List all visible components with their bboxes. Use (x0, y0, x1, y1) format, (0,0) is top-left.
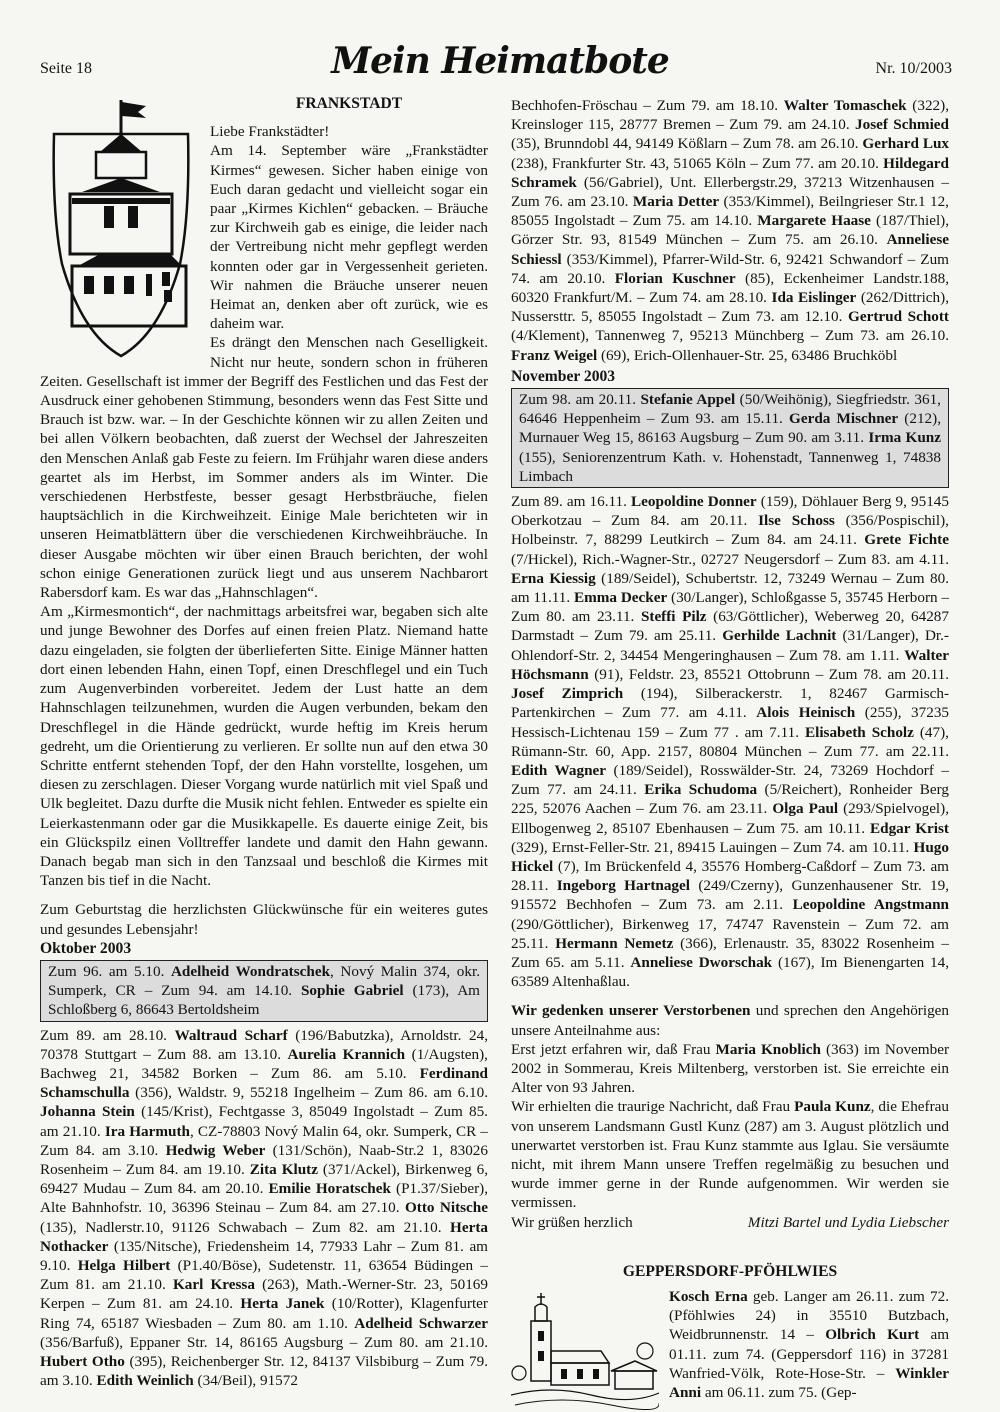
issue-number: Nr. 10/2003 (875, 60, 952, 77)
person-name: Karl Kressa (172, 1276, 255, 1294)
person-name: Adelheid Wondratschek (170, 962, 331, 980)
obituary-knoblich: Erst jetzt erfahren wir, daß Frau Maria Knoblich (363) im November 2002 in Sommerau, Kreis Miltenberg, verstorben ist. Sie erreichte ein Alter von 93 Jahren. (511, 1040, 949, 1097)
greeting: Wir grüßen herzlich (511, 1213, 633, 1231)
person-name: Irma Kunz (868, 429, 941, 447)
person-name: Emma Decker (574, 589, 668, 607)
birthday-wishes: Zum Geburtstag die herzlichsten Glückwünsche für ein weiteres gutes und gesundes Lebensjahr! (40, 901, 488, 938)
person-name: Ilse Schoss (758, 512, 835, 530)
november-heading: November 2003 (511, 367, 616, 385)
person-name: Erika Schudoma (644, 781, 758, 799)
geppersdorf-birthday-list: Kosch Erna geb. Langer am 26.11. zum 72. (Pföhlwies 24) in 35510 Butzbach, Weidbrunnenstr. 14 – Olbrich Kurt am 01.11. zum 74. (Geppersdorf 116) in 37281 Wanfried-Völk, Rote-Hose-Str. – Winkler Anni am 06.11. zum 75. (Gep- (669, 1287, 949, 1401)
october-highlight-box: Zum 96. am 5.10. Adelheid Wondratschek, Nový Malin 374, okr. Sumperk, CR – Zum 94. am 14.10. Sophie Gabriel (173), Am Schloßberg 6, 86643 Bertoldsheim (40, 960, 488, 1022)
signature-line (511, 1213, 949, 1232)
october-heading: Oktober 2003 (40, 939, 132, 957)
person-name: Anneliese Schiessl (511, 231, 949, 268)
person-name: Ida Eislinger (771, 289, 857, 307)
person-name: Olbrich Kurt (825, 1326, 920, 1344)
october-birthday-list-continued: Bechhofen-Fröschau – Zum 79. am 18.10. Walter Tomaschek (322), Kreinsloger 115, 28777 Bremen – Zum 79. am 24.10. Josef Schmied (35), Brunndobl 44, 94149 Kößlarn – Zum 78. am 26.10. Gerhard Lux (238), Frankfurter Str. 43, 51065 Köln – Zum 77. am 20.10. Hildegard Schramek (56/Gabriel), Unt. Ellerbergstr.29, 37213 Witzenhausen – Zum 76. am 23.10. Maria Detter (353/Kimmel), Beilngrieser Str.1 12, 85055 Ingolstadt – Zum 75. am 14.10. Margarete Haase (187/Thiel), Görzer Str. 93, 81549 München – Zum 75. am 26.10. Anneliese Schiessl (353/Kimmel), Pfarrer-Wild-Str. 6, 92421 Schwandorf – Zum 74. am 20.10. Florian Kuschner (85), Eckenheimer Landstr.188, 60320 Frankfurt/M. – Zum 74. am 28.10. Ida Eislinger (262/Dittrich), Nussersttr. 5, 85055 Ingolstadt – Zum 73. am 12.10. Gertrud Schott (4/Klement), Tannenweg 7, 95213 Münchberg – Zum 73. am 26.10. Franz Weigel (69), Erich-Ollenhauer-Str. 25, 63486 Bruchköbl (511, 97, 950, 364)
person-name: Hedwig Weber (165, 1141, 266, 1159)
person-name: Johanna Stein (40, 1103, 135, 1121)
person-name: Hugo Hickel (511, 838, 949, 875)
person-name: Anneliese Dworschak (630, 953, 773, 971)
november-birthday-list: Zum 89. am 16.11. Leopoldine Donner (159), Döhlauer Berg 9, 95145 Oberkotzau – Zum 84. am 20.11. Ilse Schoss (356/Pospischil), Holbeinstr. 7, 88299 Leutkirch – Zum 84. am 24.11. Grete Fichte (7/Hickel), Rich.-Wagner-Str., 02727 Neugersdorf – Zum 83. am 4.11. Erna Kiessig (189/Seidel), Schubertstr. 12, 73249 Wernau – Zum 80. am 11.11. Emma Decker (30/Langer), Schloßgasse 5, 35745 Herborn – Zum 80. am 23.11. Steffi Pilz (63/Göttlicher), Weberweg 20, 64287 Darmstadt – Zum 79. am 25.11. Gerhilde Lachnit (31/Langer), Dr.-Ohlendorf-Str. 2, 34454 Mengeringhausen – Zum 78. am 1.11. Walter Höchsmann (91), Feldstr. 23, 85521 Ottobrunn – Zum 78. am 20.11. Josef Zimprich (194), Silberackerstr. 1, 82467 Garmisch-Partenkirchen – Zum 77. am 4.11. Alois Heinisch (255), 37235 Hessisch-Lichtenau 159 – Zum 77 . am 7.11. Elisabeth Scholz (47), Rümann-Str. 60, App. 2157, 80804 München – Zum 77. am 22.11. Edith Wagner (189/Seidel), Rosswälder-Str. 24, 73269 Hochdorf – Zum 77. am 24.11. Erika Schudoma (5/Reichert), Ronheider Berg 225, 52076 Aachen – Zum 76. am 23.11. Olga Paul (293/Spielvogel), Ellbogenweg 2, 85107 Ebenhausen – Zum 75. am 10.11. Edgar Krist (329), Ernst-Feller-Str. 21, 89415 Lauingen – Zum 74. am 10.11. Hugo Hickel (7), Im Brückenfeld 4, 35576 Homberg-Caßdorf – Zum 73. am 28.11. Ingeborg Hartnagel (249/Czerny), Gunzenhausener Str. 19, 915572 Bechhofen – Zum 73. am 2.11. Leopoldine Angstmann (290/Göttlicher), Birkenweg 17, 74747 Ravenstein – Zum 72. am 25.11. Hermann Nemetz (366), Erlenaustr. 35, 83022 Rosenheim – Zum 65. am 5.11. Anneliese Dworschak (167), Im Bienengarten 14, 63589 Altenhaßlau. (511, 493, 950, 991)
person-name: Gerhard Lux (862, 135, 949, 153)
person-name: Olga Paul (772, 800, 839, 818)
church-village-image (511, 1291, 659, 1411)
person-name: Leopoldine Donner (631, 493, 757, 511)
person-name: Herta Nothacker (40, 1218, 488, 1255)
person-name: Margarete Haase (757, 212, 871, 230)
person-name: Hildegard Schramek (511, 154, 949, 191)
person-name: Josef Zimprich (511, 685, 624, 703)
person-name: Erna Kiessig (511, 569, 596, 587)
person-name: Ferdinand Schamschulla (40, 1064, 488, 1102)
person-name: Maria Knoblich (715, 1040, 821, 1058)
frankstadt-section (40, 94, 488, 602)
geppersdorf-section (511, 1287, 949, 1411)
november-highlight-box: Zum 98. am 20.11. Stefanie Appel (50/Weihönig), Siegfriedstr. 361, 64646 Heppenheim – Zum 93. am 15.11. Gerda Mischner (212), Murnauer Weg 15, 86163 Augsburg – Zum 90. am 3.11. Irma Kunz (155), Seniorenzentrum Kath. v. Hohenstadt, Tannenweg 1, 74838 Limbach (511, 388, 949, 488)
person-name: Wir gedenken unserer Verstorbenen (511, 1002, 751, 1020)
person-name: Stefanie Appel (640, 391, 736, 409)
paragraph-hahnschlagen: Am „Kirmesmontich“, der nachmittags arbeitsfrei war, begaben sich alte und junge Bewohner des Dorfes auf einen freien Platz. Niemand hatte dazu eingeladen, sie folgten der überlieferten Sitte. Einige Männer hatten dort einen lebenden Hahn, einen Topf, einen Dreschflegel und ein Tuch zum Augenverbinden vorbereitet. Jedem der Lust hatte an dem Hahnschlagen teilzunehmen, wurden die Augen verbunden, bekam den Dreschflegel in die Hände gedrückt, wurde heftig im Kreis herum gedreht, um die Orientierung zu verlieren. Er sollte nun auf den etwa 30 Schritte entfernt stehenden Topf, der den Hahn vorstellte, losgehen, um diesen zu zerschlagen. Dieser Vorgang wurde natürlich mit viel Spaß und Ulk begleitet. Dazu durfte die Musik nicht fehlen. Entweder es spielte ein Leierkastenmann oder gar die Musikkapelle. Es dauerte einige Zeit, bis ein Glückspilz einen Volltreffer landete und damit den Hahn gewann. Danach begab man sich in den Tanzsaal und beschloß die Kirmes mit Tanzen bis tief in die Nacht. (40, 603, 488, 890)
page-number: Seite 18 (40, 60, 92, 77)
memorial-intro: Wir gedenken unserer Verstorbenen und sprechen den Angehörigen unsere Anteilnahme aus: (511, 1002, 950, 1039)
person-name: Helga Hilbert (77, 1256, 171, 1274)
person-name: Herta Janek (240, 1295, 325, 1313)
right-column (511, 96, 949, 1411)
person-name: Walter Höchsmann (511, 646, 949, 683)
person-name: Emilie Horatschek (268, 1180, 391, 1198)
person-name: Zita Klutz (249, 1160, 318, 1178)
person-name: Edgar Krist (870, 819, 949, 837)
person-name: Gerda Mischner (789, 410, 899, 428)
paragraph-geselligkeit: Es drängt den Menschen nach Geselligkeit. Nicht nur heute, sondern schon in früheren Zeiten. Gesellschaft ist immer der Begriff des Festlichen und das Fest der Ausdruck einer gehobenen Stimmung, besonders wenn das Fest Sitte und Brauch ist bzw. war. – In der Geschichte können wir zu allen Zeiten und bei allen Völkern beobachten, daß zuerst der Wechsel der Jahreszeiten den Menschen Anlaß gab Feste zu feiern. Im Frühjahr waren diese anders geartet als im Herbst, im Sommer anders als im Winter. Die verschiedenen Herbstfeste, besser gesagt Herbstbräuche, fielen hauptsächlich in die Kirchweihzeit. Einige Male berichteten wir in unseren Heimatblättern über die verschiedenen Kirchweihbräuche. In dieser Ausgabe möchten wir über einen Brauch berichten, der wohl schon einige Generationen zurück liegt und aus unserem Nachbarort Rabersdorf kam. Es war das „Hahnschlagen“. (40, 334, 488, 602)
person-name: Otto Nitsche (404, 1199, 488, 1217)
person-name: Gerhilde Lachnit (722, 627, 837, 645)
signature-names: Mitzi Bartel und Lydia Liebscher (747, 1213, 949, 1231)
person-name: Maria Detter (632, 193, 720, 211)
person-name: Elisabeth Scholz (804, 723, 914, 741)
person-name: Kosch Erna (669, 1287, 748, 1305)
person-name: Hermann Nemetz (555, 934, 674, 952)
frankstadt-title: FRANKSTADT (295, 95, 403, 112)
person-name: Josef Schmied (855, 116, 949, 134)
person-name: Grete Fichte (864, 531, 949, 549)
person-name: Hubert Otho (40, 1353, 125, 1370)
person-name: Ingeborg Hartnagel (556, 877, 690, 895)
person-name: Aurelia Krannich (287, 1045, 406, 1063)
person-name: Paula Kunz (794, 1098, 871, 1116)
person-name: Adelheid Schwarzer (354, 1314, 488, 1332)
salutation: Liebe Frankstädter! (210, 123, 330, 141)
masthead-title: Mein Heimatbote (331, 40, 669, 82)
person-name: Leopoldine Angstmann (792, 896, 949, 914)
person-name: Ira Harmuth (104, 1122, 190, 1140)
person-name: Winkler Anni (669, 1364, 949, 1401)
person-name: Edith Weinlich (96, 1372, 194, 1390)
obituary-kunz: Wir erhielten die traurige Nachricht, daß Frau Paula Kunz, die Ehefrau von unserem Landsmann Gustl Kunz (287) am 3. August plötzlich und unerwartet verstorben ist. Frau Kunz stammte aus Iglau. Sie versäumte nicht, mit ihrem Mann unsere Treffen regelmäßig zu besuchen und wurde immer gerne in der Runde aufgenommen. Wir werden sie vermissen. (511, 1098, 949, 1212)
person-name: Franz Weigel (511, 346, 598, 364)
october-birthday-list: Zum 89. am 28.10. Waltraud Scharf (196/Babutzka), Arnoldstr. 24, 70378 Stuttgart – Zum 88. am 13.10. Aurelia Krannich (1/Augsten), Bachweg 21, 34582 Borken – Zum 86. am 5.10. Ferdinand Schamschulla (356), Waldstr. 9, 55218 Ingelheim – Zum 86. am 6.10. Johanna Stein (145/Krist), Fechtgasse 3, 85049 Ingolstadt – Zum 85. am 21.10. Ira Harmuth, CZ-78803 Nový Malin 64, okr. Sumperk, CR – Zum 84. am 3.10. Hedwig Weber (131/Schön), Naab-Str.2 1, 83026 Rosenheim – Zum 84. am 19.10. Zita Klutz (371/Ackel), Birkenweg 6, 69427 Mudau – Zum 84. am 20.10. Emilie Horatschek (P1.37/Sieber), Alte Bahnhofstr. 10, 36396 Steinau – Zum 84. am 27.10. Otto Nitsche (135), Nadlerstr.10, 91126 Schwabach – Zum 82. am 21.10. Herta Nothacker (135/Nitsche), Friedensheim 14, 77933 Lahr – Zum 81. am 9.10. Helga Hilbert (P1.40/Böse), Sudetenstr. 11, 63654 Büdingen – Zum 81. am 21.10. Karl Kressa (263), Math.-Werner-Str. 23, 50169 Kerpen – Zum 81. am 24.10. Herta Janek (10/Rotter), Klagenfurter Ring 74, 65187 Wiesbaden – Zum 80. am 1.10. Adelheid Schwarzer (356/Barfuß), Eppaner Str. 14, 86165 Augsburg – Zum 80. am 21.10. Hubert Otho (395), Reichenberger Str. 12, 84137 Vilsbiburg – Zum 79. am 3.10. Edith Weinlich (34/Beil), 91572 (40, 1026, 489, 1390)
person-name: Sophie Gabriel (300, 982, 404, 1000)
left-column (40, 94, 488, 1390)
person-name: Florian Kuschner (614, 269, 736, 287)
person-name: Gertrud Schott (848, 308, 949, 326)
town-emblem-image (42, 94, 200, 362)
person-name: Edith Wagner (511, 761, 607, 779)
paragraph-kirmes: Am 14. September wäre „Frankstädter Kirmes“ gewesen. Sicher haben einige von Euch daran gedacht und vielleicht sogar ein paar „Kirmes Kichlen“ gebacken. – Bräuche zur Kirchweih gab es einige, die leider nach der Vertreibung nicht mehr gepflegt werden konnten oder gar in Vergessenheit gerieten. Wir nahmen die Bräuche unserer neuen Heimat an, denken aber oft zurück, wie es daheim war. (210, 142, 488, 333)
person-name: Alois Heinisch (756, 704, 856, 722)
person-name: Walter Tomaschek (783, 97, 907, 114)
person-name: Waltraud Scharf (174, 1026, 288, 1044)
geppersdorf-title: GEPPERSDORF-PFÖHLWIES (622, 1262, 838, 1280)
person-name: Steffi Pilz (640, 608, 707, 626)
